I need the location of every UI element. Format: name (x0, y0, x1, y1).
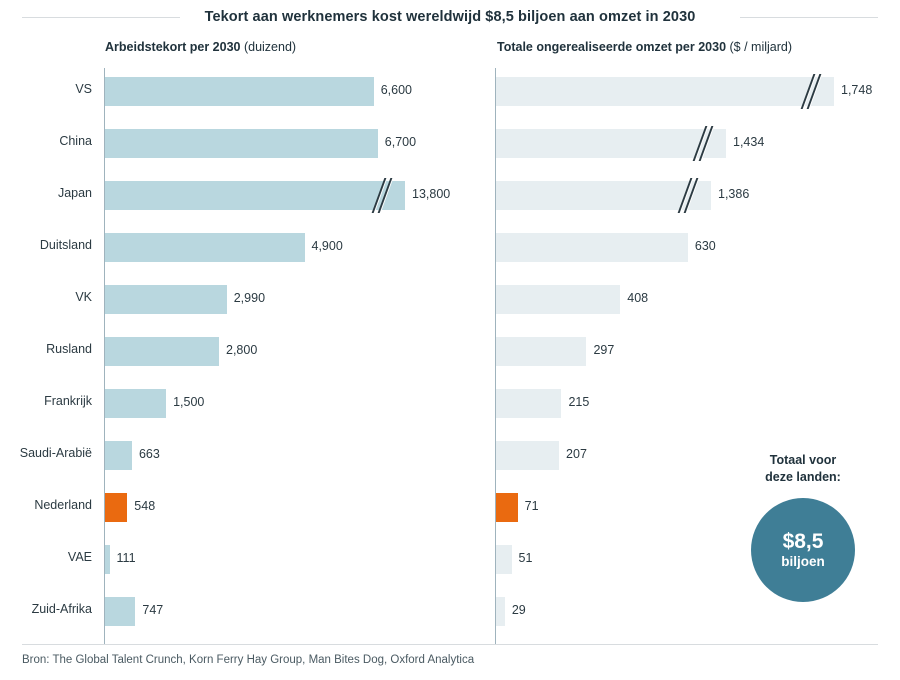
left-panel-row (105, 170, 495, 222)
category-label: Japan (57, 186, 92, 200)
bar-unrealized-revenue (496, 441, 559, 470)
left-panel-row (105, 378, 495, 430)
bar-value-labor-shortage: 4,900 (311, 239, 343, 253)
bar-unrealized-revenue (496, 389, 561, 418)
chart-row (0, 326, 900, 378)
category-label: VAE (67, 550, 92, 564)
left-panel-row (105, 274, 495, 326)
bar-value-labor-shortage: 747 (142, 603, 164, 617)
header-rule-left (22, 17, 180, 18)
bar-value-unrealized-revenue: 297 (593, 343, 615, 357)
bar-value-unrealized-revenue: 71 (524, 499, 539, 513)
total-unit: biljoen (781, 554, 825, 569)
axis-break-marker (375, 178, 391, 213)
category-label: China (59, 134, 92, 148)
bar-labor-shortage (105, 233, 305, 262)
bar-value-unrealized-revenue: 29 (511, 603, 526, 617)
left-panel-row (105, 586, 495, 638)
bar-unrealized-revenue (496, 493, 518, 522)
bar-value-labor-shortage: 6,700 (384, 135, 417, 149)
bar-value-unrealized-revenue: 207 (566, 447, 587, 461)
bar-labor-shortage (105, 597, 135, 626)
category-label: Saudi-Arabië (19, 446, 92, 460)
right-panel-row (496, 66, 900, 118)
bar-unrealized-revenue (496, 181, 711, 210)
bar-value-labor-shortage: 2,990 (233, 291, 266, 305)
bar-labor-shortage (105, 337, 219, 366)
total-caption-line1: Totaal voor (769, 453, 837, 467)
bar-value-labor-shortage: 6,600 (380, 83, 412, 97)
left-panel-row (105, 430, 495, 482)
bar-labor-shortage (105, 545, 110, 574)
bar-value-labor-shortage: 663 (138, 447, 160, 461)
bar-labor-shortage (105, 441, 132, 470)
right-panel-subtitle-unit: ($ / miljard) (726, 40, 793, 54)
total-caption-line2: deze landen: (765, 470, 841, 484)
total-circle (751, 498, 855, 602)
chart-area (0, 66, 900, 646)
bar-value-unrealized-revenue: 215 (568, 395, 590, 409)
left-panel-row (105, 482, 495, 534)
right-panel-row (496, 378, 900, 430)
bar-labor-shortage (105, 77, 374, 106)
bar-value-labor-shortage: 13,800 (412, 187, 451, 201)
right-panel-row (496, 222, 900, 274)
category-label: Zuid-Afrika (31, 602, 92, 616)
category-label: Frankrijk (44, 394, 92, 408)
right-panel-subtitle (497, 40, 792, 54)
left-panel-subtitle (105, 40, 296, 54)
right-panel-subtitle-text: Totale ongerealiseerde omzet per 2030 (497, 40, 727, 54)
page-title: Tekort aan werknemers kost wereldwijd $8,5 biljoen aan omzet in 2030 (191, 9, 710, 25)
chart-row (0, 274, 900, 326)
bar-value-unrealized-revenue: 51 (518, 551, 533, 565)
bar-value-unrealized-revenue: 630 (694, 239, 716, 253)
header-rule-right (740, 17, 878, 18)
bar-labor-shortage (105, 129, 378, 158)
bar-labor-shortage (105, 389, 166, 418)
left-panel-row (105, 534, 495, 586)
axis-break-marker (681, 178, 697, 213)
bar-labor-shortage (105, 493, 127, 522)
bar-value-labor-shortage: 111 (116, 551, 136, 565)
chart-row (0, 118, 900, 170)
category-label: VS (75, 82, 92, 96)
footer-rule (22, 644, 878, 645)
category-label: Duitsland (39, 238, 92, 252)
total-caption (718, 452, 888, 486)
bar-value-unrealized-revenue: 408 (627, 291, 649, 305)
chart-header (0, 0, 900, 34)
left-panel-row (105, 66, 495, 118)
bar-unrealized-revenue (496, 597, 505, 626)
chart-footer (0, 644, 900, 680)
category-label: Nederland (34, 498, 92, 512)
right-panel-row (496, 274, 900, 326)
left-panel-row (105, 222, 495, 274)
category-label: Rusland (46, 342, 92, 356)
bar-value-unrealized-revenue: 1,386 (718, 187, 750, 201)
bar-value-labor-shortage: 548 (134, 499, 156, 513)
axis-break-marker (696, 126, 712, 161)
axis-break-marker (804, 74, 820, 109)
total-callout (718, 452, 888, 602)
left-panel-subtitle-unit: (duizend) (240, 40, 297, 54)
bar-unrealized-revenue (496, 337, 586, 366)
bar-unrealized-revenue (496, 77, 834, 106)
right-panel-row (496, 170, 900, 222)
bar-unrealized-revenue (496, 129, 726, 158)
chart-row (0, 378, 900, 430)
panel-subtitles (0, 40, 900, 62)
bar-unrealized-revenue (496, 545, 512, 574)
bar-value-unrealized-revenue: 1,434 (733, 135, 765, 149)
bar-value-labor-shortage: 2,800 (226, 343, 258, 357)
bar-unrealized-revenue (496, 285, 620, 314)
left-panel-subtitle-text: Arbeidstekort per 2030 (105, 40, 241, 54)
total-amount: $8,5 (782, 530, 824, 553)
bar-labor-shortage (105, 181, 405, 210)
bar-value-unrealized-revenue: 1,748 (841, 83, 873, 97)
category-label: VK (75, 290, 92, 304)
bar-value-labor-shortage: 1,500 (173, 395, 205, 409)
chart-row (0, 222, 900, 274)
left-panel-row (105, 326, 495, 378)
source-note: Bron: The Global Talent Crunch, Korn Ferry Hay Group, Man Bites Dog, Oxford Analytica (22, 654, 475, 666)
chart-row (0, 66, 900, 118)
bar-labor-shortage (105, 285, 227, 314)
chart-row (0, 170, 900, 222)
right-panel-row (496, 326, 900, 378)
left-panel-row (105, 118, 495, 170)
bar-unrealized-revenue (496, 233, 688, 262)
right-panel-row (496, 118, 900, 170)
